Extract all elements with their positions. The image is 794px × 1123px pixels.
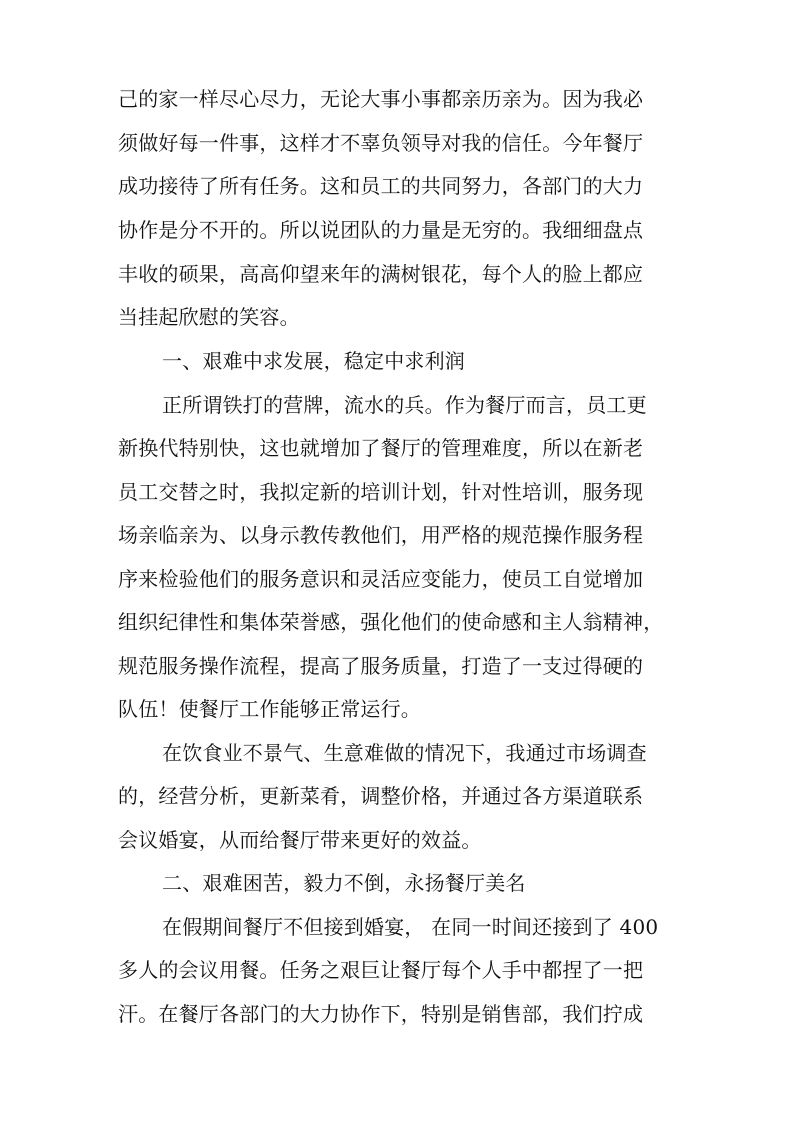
paragraph-line: 己的家一样尽心尽力，无论大事小事都亲历亲为。因为我必 xyxy=(118,87,644,111)
paragraph-line: 当挂起欣慰的笑容。 xyxy=(118,305,300,329)
paragraph-line: 丰收的硕果，高高仰望来年的满树银花，每个人的脸上都应 xyxy=(118,262,644,286)
paragraph-line: 会议婚宴，从而给餐厅带来更好的效益。 xyxy=(118,828,482,852)
paragraph-line: 队伍！使餐厅工作能够正常运行。 xyxy=(118,697,421,721)
paragraph-line: 须做好每一件事，这样才不辜负领导对我的信任。今年餐厅 xyxy=(118,131,644,155)
paragraph-line: 员工交替之时，我拟定新的培训计划，针对性培训，服务现 xyxy=(118,480,644,504)
paragraph-line: 序来检验他们的服务意识和灵活应变能力，使员工自觉增加 xyxy=(118,567,644,591)
section-heading: 二、艰难困苦，毅力不倒，永扬餐厅美名 xyxy=(162,871,526,895)
paragraph-line: 的，经营分析，更新菜肴，调整价格，并通过各方渠道联系 xyxy=(118,784,644,808)
paragraph-line: 正所谓铁打的营牌，流水的兵。作为餐厅而言，员工更 xyxy=(162,393,647,417)
paragraph-line: 场亲临亲为、以身示教传教他们，用严格的规范操作服务程 xyxy=(118,523,644,547)
section-heading: 一、艰难中求发展，稳定中求利润 xyxy=(162,349,465,373)
paragraph-line: 在饮食业不景气、生意难做的情况下，我通过市场调查 xyxy=(162,741,647,765)
paragraph-line: 规范服务操作流程，提高了服务质量，打造了一支过得硬的 xyxy=(118,654,644,678)
paragraph-line: 多人的会议用餐。任务之艰巨让餐厅每个人手中都捏了一把 xyxy=(118,958,644,982)
paragraph-line: 新换代特别快，这也就增加了餐厅的管理难度，所以在新老 xyxy=(118,436,644,460)
paragraph-line: 组织纪律性和集体荣誉感，强化他们的使命感和主人翁精神， xyxy=(118,610,664,634)
paragraph-line: 汗。在餐厅各部门的大力协作下，特别是销售部，我们拧成 xyxy=(118,1002,644,1026)
paragraph-line: 在假期间餐厅不但接到婚宴， 在同一时间还接到了 400 xyxy=(162,915,659,939)
paragraph-line: 协作是分不开的。所以说团队的力量是无穷的。我细细盘点 xyxy=(118,218,644,242)
paragraph-line: 成功接待了所有任务。这和员工的共同努力，各部门的大力 xyxy=(118,174,644,198)
